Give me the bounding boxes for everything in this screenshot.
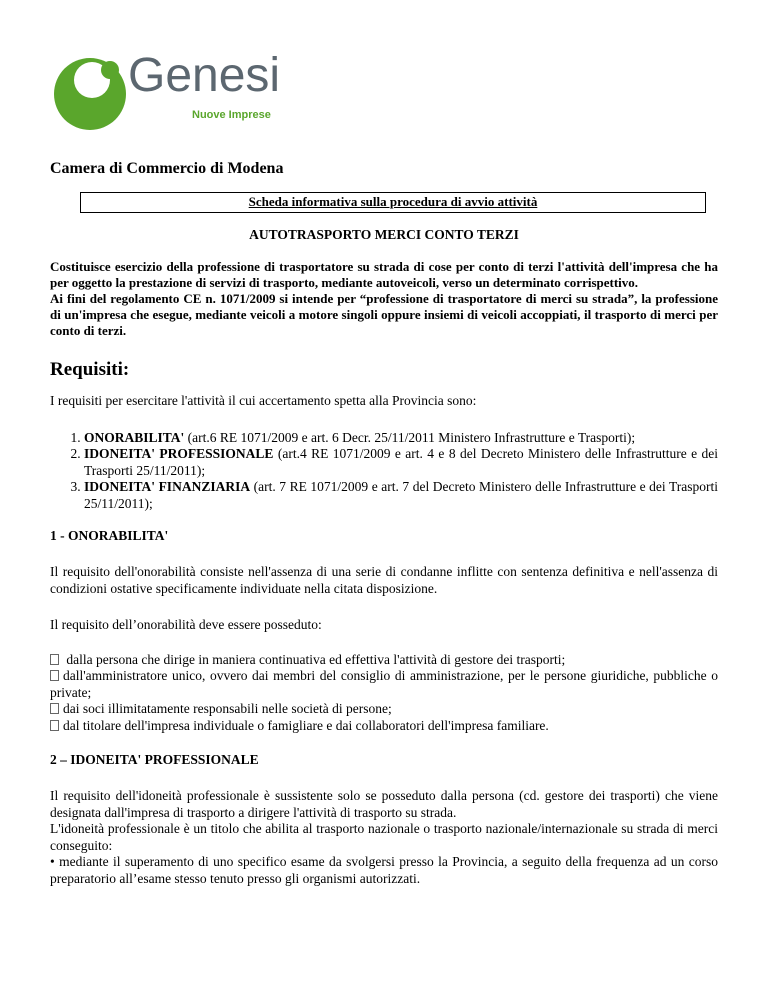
logo-brand: Genesi [128,49,281,102]
requisiti-item [84,479,718,512]
requisiti-term: ONORABILITA' [84,429,185,445]
intro-paragraph-1: Costituisce esercizio della professione di trasportatore su strada di cose per conto di terzi l'attività dell'impresa che ha per oggetto la prestazione di servizi di trasporto, mediante autoveicoli, verso un determinato corrispettivo. [50,259,718,290]
onorabilita-paragraph-2: Il requisito dell’onorabilità deve essere posseduto: [50,617,322,632]
requisiti-term: IDONEITA' FINANZIARIA [84,479,251,494]
list-item [50,668,718,701]
list-item-text: dalla persona che dirige in maniera continuativa ed effettiva l'attività di gestore dei trasporti; [63,651,566,667]
list-item [50,718,718,735]
requisiti-list [50,430,718,513]
section-title: AUTOTRASPORTO MERCI CONTO TERZI [249,227,519,242]
onorabilita-heading: 1 - ONORABILITA' [50,528,169,543]
list-item [50,701,718,718]
list-item-text: dall'amministratore unico, ovvero dai membri del consiglio di amministrazione, per le persone giuridiche, pubbliche o private; [50,668,718,700]
requisiti-detail: (art.6 RE 1071/2009 e art. 6 Decr. 25/11/2011 Ministero Infrastrutture e Trasporti); [184,429,636,445]
intro [50,259,718,339]
requisiti-detail: (art.4 RE 1071/2009 e art. 4 e 8 del Decreto Ministero delle Infrastrutture e dei Trasporti 25/11/2011); [84,446,718,478]
intro-paragraph-2: Ai fini del regolamento CE n. 1071/2009 si intende per “professione di trasportatore di merci su strada”, la professione di un'impresa che esegue, mediante veicoli a motore singoli oppure insiemi di veicoli accoppiati, il trasporto di merci per conto di terzi. [50,291,718,338]
requisiti-heading: Requisiti: [50,359,130,380]
missing-glyph-icon [50,670,59,681]
idoneita-paragraph-1: Il requisito dell'idoneità professionale è sussistente solo se posseduto dalla persona (cd. gestore dei trasporti) che viene designata dall'impresa di trasporto a dirigere l'attività di trasporto su strada. [50,788,718,820]
missing-glyph-icon [50,720,59,731]
list-item-text: dal titolare dell'impresa individuale o famigliare e dai collaboratori dell'impresa familiare. [63,717,549,733]
page-title: Camera di Commercio di Modena [50,160,284,177]
idoneita-paragraph-2: L'idoneità professionale è un titolo che abilita al trasporto nazionale o trasporto nazionale/internazionale su strada di merci conseguito: [50,821,718,853]
requisiti-lead: I requisiti per esercitare l'attività il cui accertamento spetta alla Provincia sono: [50,393,477,408]
missing-glyph-icon [50,703,59,714]
genesi-logo-icon [52,46,132,136]
requisiti-item [84,430,718,447]
onorabilita-bullets [50,652,718,735]
list-item-text: dai soci illimitatamente responsabili nelle società di persone; [63,701,392,716]
box-title: Scheda informativa sulla procedura di avvio attività [80,192,706,213]
document-body [50,160,718,887]
logo-tagline: Nuove Imprese [192,109,271,121]
idoneita-heading: 2 – IDONEITA' PROFESSIONALE [50,752,259,767]
onorabilita-paragraph-1: Il requisito dell'onorabilità consiste nell'assenza di una serie di condanne inflitte con sentenza definitiva e nell'assenza di condizioni ostative specificamente individuate nella citata disposizione. [50,564,718,596]
list-item [50,652,718,669]
genesi-logo [52,40,292,140]
requisiti-item [84,446,718,479]
idoneita-paragraph-3: • mediante il superamento di uno specifico esame da svolgersi presso la Provincia, a seguito della frequenza ad un corso preparatorio all’esame stesso tenuto presso gli organismi autorizzati. [50,854,718,886]
missing-glyph-icon [50,654,59,665]
requisiti-term: IDONEITA' PROFESSIONALE [84,446,274,461]
requisiti-detail: (art. 7 RE 1071/2009 e art. 7 del Decreto Ministero delle Infrastrutture e dei Trasporti 25/11/2011); [84,479,718,511]
